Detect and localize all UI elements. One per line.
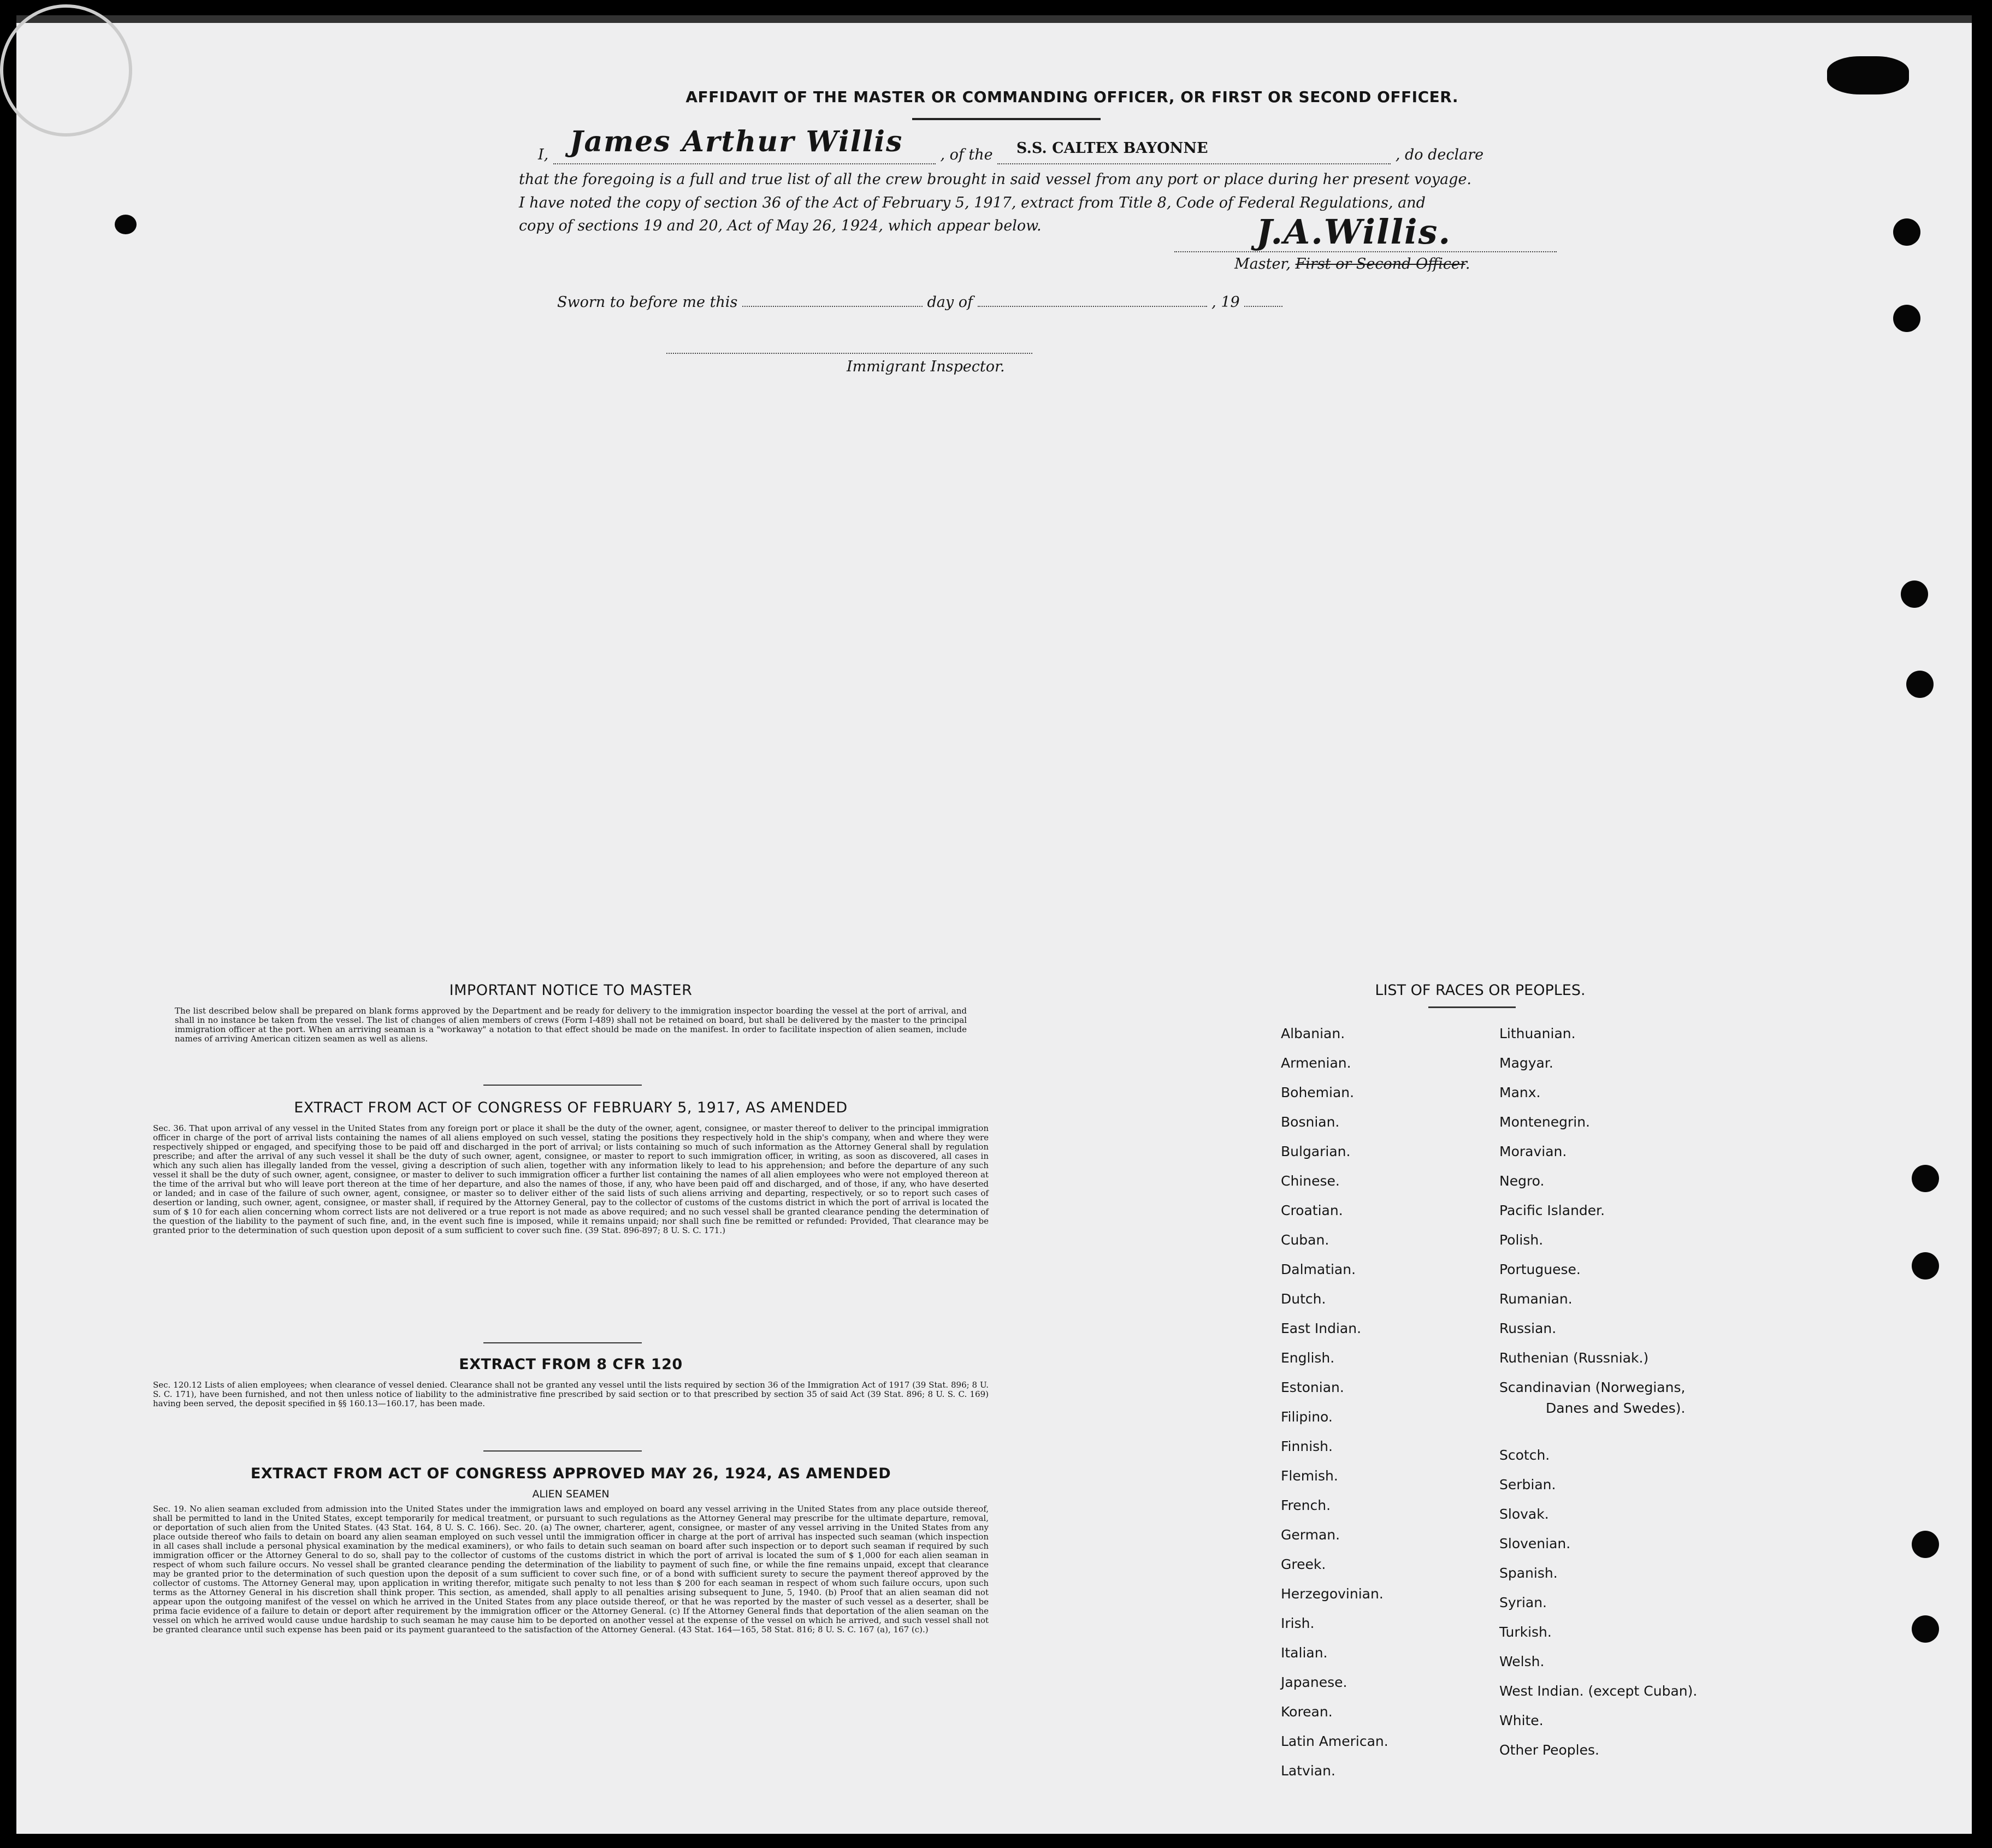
extract-1917-text: Sec. 36. That upon arrival of any vessel in the United States from any foreign port or place it shall be the duty of the owner, agent, consignee, or master thereof to deliver to the principal immigration officer in charge of the port of arrival lists containing the names of all aliens employed on such vessel, stating the positions they respectively hold in the ship's company, when and where they were respectively shipped or engaged, and specifying those to be paid off and discharged in the port of arrival; or lists containing so much of such information as the Attorney General shall by regulation prescribe; and after the arrival of any such vessel it shall be the duty of such owner, agent, consignee, or master to report to such immigration officer, in writing, as soon as discovered, all cases in which any such alien has illegally landed from the vessel, giving a description of such alien, together with any information likely to lead to his apprehension; and before the departure of any such vessel it shall be the duty of such owner, agent, consignee, or master to deliver to such immigration officer a further list containing the names of all alien employees who were not employed thereon at the time of the arrival but who will leave port thereon at the time of her departure, and also the names of those, if any, who have been paid off and discharged, and of those, if any, who have deserted or landed; and in case of the failure of such owner, agent, consignee, or master so to deliver either of the said lists of such aliens arriving and departing, respectively, or so to report such cases of desertion or landing, such owner, agent, consignee, or master shall, if required by the Attorney General, pay to the collector of customs of the customs district in which the port of arrival is located the sum of $ 10 for each alien concerning whom correct lists are not delivered or a true report is not made as above required; and no such vessel shall be granted clearance pending the determination of the question of the liability to the payment of such fine, and, in the event such fine is imposed, while it remains unpaid; nor shall such fine be remitted or refunded: Provided, That clearance may be granted prior to the determination of such question upon deposit of a sum sufficient to cover such fine. (39 Stat. 896-897; 8 U. S. C. 171.) bbox=[153, 1123, 989, 1235]
race-item: Latin American. bbox=[1281, 1733, 1388, 1749]
race-item: Rumanian. bbox=[1499, 1291, 1573, 1307]
struck-officer-label: First or Second Officer bbox=[1295, 256, 1465, 273]
race-item: Greek. bbox=[1281, 1556, 1326, 1572]
race-item: Bohemian. bbox=[1281, 1085, 1355, 1100]
race-item: Korean. bbox=[1281, 1704, 1333, 1720]
race-item: Finnish. bbox=[1281, 1438, 1333, 1454]
extract-cfr-text: Sec. 120.12 Lists of alien employees; when clearance of vessel denied. Clearance shall not be granted any vessel until the lists required by section 36 of the Immigration Act of 1917 (39 Stat. 896; 8 U. S. C. 171), have been furnished, and not then unless notice of liability to the administrative fine prescribed by said section or to that prescribed by section 35 of said Act (39 Stat. 896; 8 U. S. C. 169) having been served, the deposit specified in §§ 160.13—160.17, has been made. bbox=[153, 1380, 989, 1408]
race-item: Magyar. bbox=[1499, 1055, 1553, 1071]
race-item: Italian. bbox=[1281, 1645, 1328, 1661]
races-left-column bbox=[1281, 1026, 1488, 1817]
race-item: German. bbox=[1281, 1527, 1340, 1543]
extract-cfr-title: EXTRACT FROM 8 CFR 120 bbox=[459, 1356, 683, 1373]
declaration-body-3: copy of sections 19 and 20, Act of May 26, 1924, which appear below. bbox=[519, 217, 1042, 234]
punch-hole bbox=[1912, 1165, 1939, 1192]
race-item: Dalmatian. bbox=[1281, 1261, 1356, 1277]
races-title-rule bbox=[1428, 1006, 1516, 1008]
notice-title: IMPORTANT NOTICE TO MASTER bbox=[449, 982, 693, 999]
race-item: Pacific Islander. bbox=[1499, 1203, 1605, 1218]
race-item: Danes and Swedes). bbox=[1546, 1400, 1686, 1416]
i-label: I, bbox=[538, 146, 549, 163]
race-item: English. bbox=[1281, 1350, 1335, 1366]
race-item: Flemish. bbox=[1281, 1468, 1338, 1484]
torn-corner bbox=[1827, 56, 1909, 94]
race-item: Estonian. bbox=[1281, 1379, 1344, 1395]
race-item: Montenegrin. bbox=[1499, 1114, 1591, 1130]
punch-hole bbox=[1893, 305, 1920, 332]
race-item: Herzegovinian. bbox=[1281, 1586, 1384, 1602]
vessel-field bbox=[997, 140, 1391, 164]
sworn-month-field bbox=[978, 306, 1207, 307]
race-item: Slovak. bbox=[1499, 1506, 1549, 1522]
punch-hole bbox=[1912, 1531, 1939, 1558]
race-item: East Indian. bbox=[1281, 1320, 1362, 1336]
race-item: Scandinavian (Norwegians, bbox=[1499, 1379, 1686, 1395]
race-item: Manx. bbox=[1499, 1085, 1541, 1100]
extract-1917-title: EXTRACT FROM ACT OF CONGRESS OF FEBRUARY 5, 1917, AS AMENDED bbox=[294, 1099, 848, 1116]
affidavit-title: AFFIDAVIT OF THE MASTER OR COMMANDING OFFICER, OR FIRST OR SECOND OFFICER. bbox=[685, 88, 1458, 106]
race-item: Syrian. bbox=[1499, 1595, 1547, 1610]
races-title: LIST OF RACES OR PEOPLES. bbox=[1375, 982, 1586, 999]
extract-1924-subtitle: ALIEN SEAMEN bbox=[532, 1488, 610, 1500]
race-item: Lithuanian. bbox=[1499, 1026, 1576, 1041]
race-item: Albanian. bbox=[1281, 1026, 1345, 1041]
sworn-year-field bbox=[1244, 306, 1282, 307]
scan-edge bbox=[16, 15, 1972, 23]
of-the-label: , of the bbox=[940, 146, 993, 163]
race-item: Portuguese. bbox=[1499, 1261, 1581, 1277]
extract-1924-text: Sec. 19. No alien seaman excluded from admission into the United States under the immigration laws and employed on board any vessel arriving in the United States from any place outside thereof, shall be permitted to land in the United States, except temporarily for medical treatment, or pursuant to such regulations as the Attorney General may prescribe for the ultimate departure, removal, or deportation of such alien from the United States. (43 Stat. 164, 8 U. S. C. 166). Sec. 20. (a) The owner, charterer, agent, consignee, or master of any vessel arriving in the United States from any place outside thereof who fails to detain on board any alien seaman employed on such vessel until the immigration officer in charge at the port of arrival has inspected such seaman (which inspection in all cases shall include a personal physical examination by the medical examiners), or who fails to detain such seaman on board after such inspection or to deport such seaman if required by such immigration officer or the Attorney General to do so, shall pay to the collector of customs of the customs district in which the port of arrival is located the sum of $ 1,000 for each alien seaman in respect of whom such failure occurs. No vessel shall be granted clearance pending the determination of the liability to payment of such fine, or while the fine remains unpaid, except that clearance may be granted prior to the determination of such question upon the deposit of a sum sufficient to cover such fine, or of a bond with sufficient surety to secure the payment thereof approved by the collector of customs. The Attorney General may, upon application in writing therefor, mitigate such penalty to not less than $ 200 for each seaman in respect of whom such failure occurs, upon such terms as the Attorney General in his discretion shall think proper. This section, as amended, shall apply to all penalties arising subsequent to June, 5, 1940. (b) Proof that an alien seaman did not appear upon the outgoing manifest of the vessel on which he arrived in the United States from any place outside thereof, or that he was reported by the master of such vessel as a deserter, shall be prima facie evidence of a failure to detain or deport after requirement by the immigration officer or the Attorney General. (c) If the Attorney General finds that deportation of the alien seaman on the vessel on which he arrived would cause undue hardship to such seaman he may cause him to be deported on another vessel at the expense of the vessel on which he arrived, and such vessel shall not be granted clearance until such expense has been paid or its payment guaranteed to the satisfaction of the Attorney General. (43 Stat. 164—165, 58 Stat. 816; 8 U. S. C. 167 (a), 167 (c).) bbox=[153, 1504, 989, 1634]
faded-seal bbox=[0, 4, 132, 137]
race-item: Armenian. bbox=[1281, 1055, 1351, 1071]
vessel-name: S.S. CALTEX BAYONNE bbox=[1016, 140, 1208, 157]
sworn-line bbox=[557, 294, 1282, 311]
divider bbox=[483, 1085, 642, 1086]
race-item: Bosnian. bbox=[1281, 1114, 1340, 1130]
race-item: Chinese. bbox=[1281, 1173, 1340, 1189]
race-item: Turkish. bbox=[1499, 1624, 1552, 1640]
race-item: Moravian. bbox=[1499, 1144, 1567, 1159]
race-item: Negro. bbox=[1499, 1173, 1545, 1189]
race-item: White. bbox=[1499, 1713, 1544, 1728]
race-item: French. bbox=[1281, 1497, 1331, 1513]
master-caption: Master, First or Second Officer. bbox=[1234, 256, 1470, 273]
race-item: Slovenian. bbox=[1499, 1536, 1571, 1551]
race-item: Filipino. bbox=[1281, 1409, 1333, 1425]
divider bbox=[483, 1450, 642, 1452]
inspector-signature-line bbox=[666, 353, 1032, 354]
extract-1924-title: EXTRACT FROM ACT OF CONGRESS APPROVED MAY 26, 1924, AS AMENDED bbox=[250, 1465, 891, 1482]
sworn-label: Sworn to before me this bbox=[557, 294, 738, 311]
race-item: Cuban. bbox=[1281, 1232, 1329, 1248]
divider bbox=[483, 1342, 642, 1343]
race-item: Croatian. bbox=[1281, 1203, 1343, 1218]
declaration-line bbox=[538, 125, 1484, 164]
master-signature: J.A.Willis. bbox=[1256, 212, 1452, 252]
race-item: Spanish. bbox=[1499, 1565, 1558, 1581]
races-right-column bbox=[1499, 1026, 1827, 1817]
race-item: Latvian. bbox=[1281, 1763, 1335, 1779]
race-item: Polish. bbox=[1499, 1232, 1544, 1248]
year-label: , 19 bbox=[1211, 294, 1240, 311]
declaration-body-1: that the foregoing is a full and true list of all the crew brought in said vessel from any port or place during her present voyage. bbox=[519, 171, 1472, 188]
race-item: Welsh. bbox=[1499, 1654, 1545, 1669]
punch-hole bbox=[1912, 1252, 1939, 1280]
signer-name-field bbox=[553, 125, 936, 164]
inspector-label: Immigrant Inspector. bbox=[847, 358, 1005, 375]
race-item: Russian. bbox=[1499, 1320, 1557, 1336]
race-item: Scotch. bbox=[1499, 1447, 1550, 1463]
document-page bbox=[16, 15, 1972, 1834]
signer-name-signature: James Arthur Willis bbox=[569, 125, 903, 158]
sworn-date-field bbox=[742, 306, 923, 307]
do-declare-label: , do declare bbox=[1395, 146, 1484, 163]
race-item: Japanese. bbox=[1281, 1674, 1347, 1690]
punch-hole bbox=[1912, 1615, 1939, 1643]
punch-hole bbox=[1893, 218, 1920, 246]
race-item: Serbian. bbox=[1499, 1477, 1556, 1492]
race-item: Other Peoples. bbox=[1499, 1742, 1599, 1758]
notice-text: The list described below shall be prepared on blank forms approved by the Department and be ready for delivery to the immigration inspector boarding the vessel at the port of arrival, and shall in no instance be taken from the vessel. The list of changes of alien members of crews (Form I-489) shall not be retained on board, but shall be delivered by the master to the principal immigration officer at the port. When an arriving seaman is a "workaway" a notation to that effect should be made on the manifest. In order to facilitate inspection of alien seamen, include names of arriving American citizen seamen as well as aliens. bbox=[175, 1006, 967, 1044]
title-divider bbox=[912, 118, 1101, 120]
race-item: Bulgarian. bbox=[1281, 1144, 1351, 1159]
race-item: West Indian. (except Cuban). bbox=[1499, 1683, 1698, 1699]
race-item: Ruthenian (Russniak.) bbox=[1499, 1350, 1649, 1366]
race-item: Irish. bbox=[1281, 1615, 1315, 1631]
punch-hole bbox=[115, 215, 137, 234]
declaration-body-2: I have noted the copy of section 36 of the Act of February 5, 1917, extract from Title 8, Code of Federal Regulations, and bbox=[519, 194, 1426, 211]
punch-hole bbox=[1901, 581, 1928, 608]
punch-hole bbox=[1906, 671, 1934, 698]
race-item: Dutch. bbox=[1281, 1291, 1326, 1307]
day-of-label: day of bbox=[927, 294, 973, 311]
master-label: Master, bbox=[1234, 256, 1291, 273]
